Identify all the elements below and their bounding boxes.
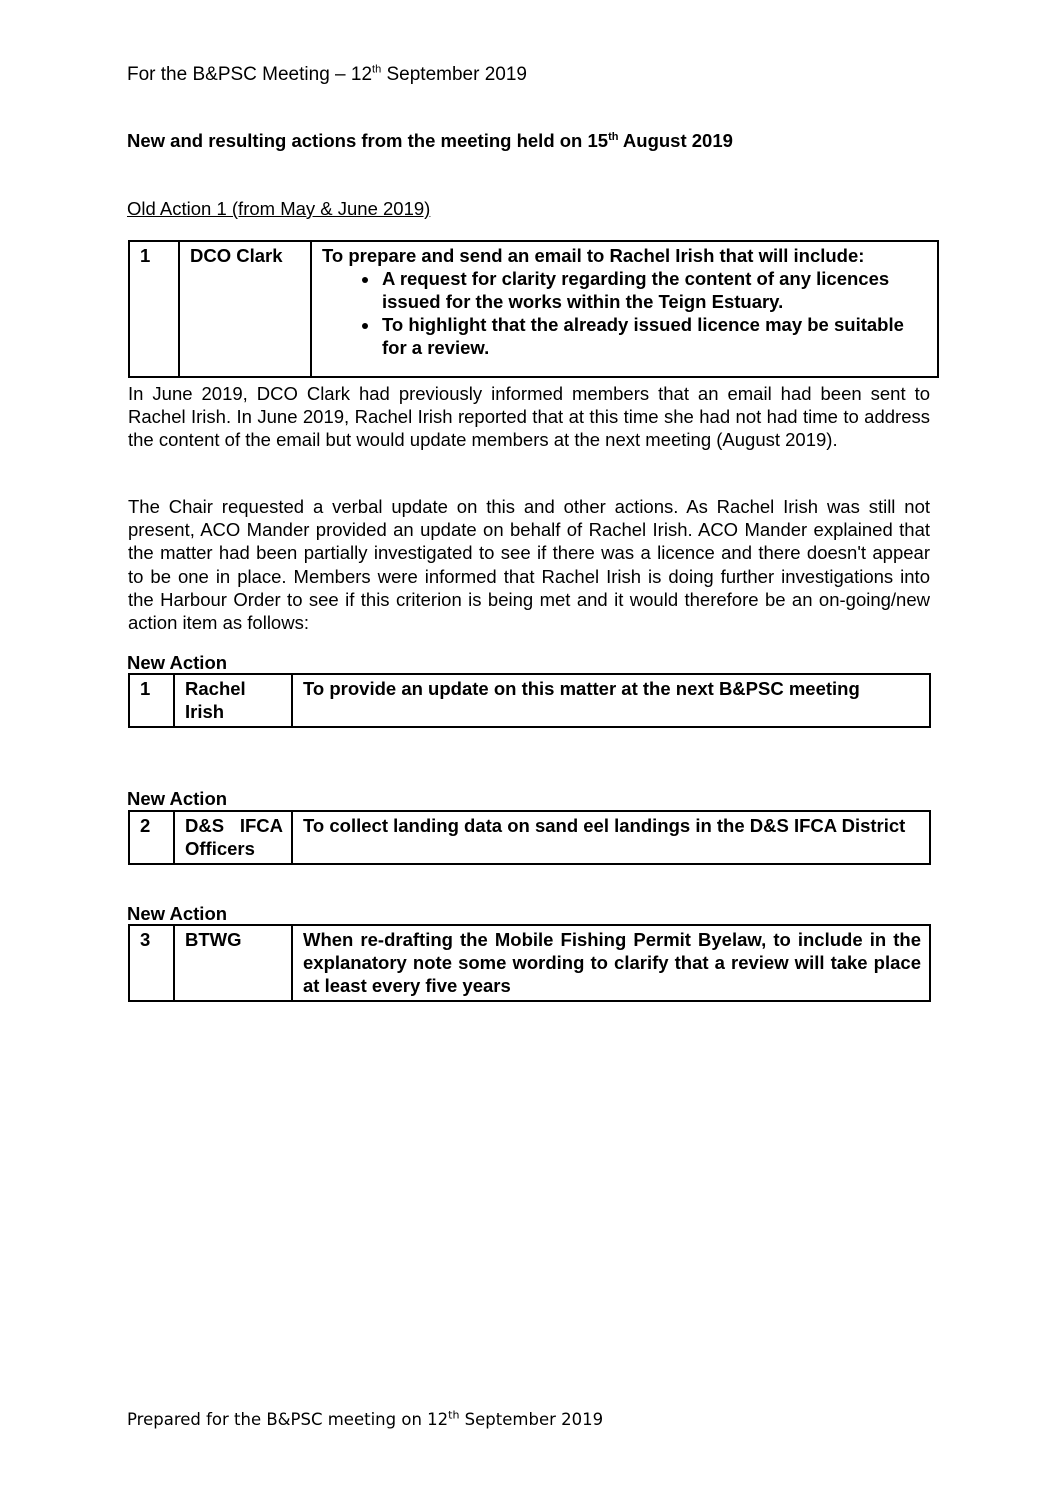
new-action-table [128,673,931,728]
action-owner: BTWG [174,925,292,1001]
action-number: 1 [129,241,179,377]
action-owner: Rachel Irish [174,674,292,727]
bullet-item: • A request for clarity regarding the content of any licences issued for the works within the Teign Estuary. [380,267,929,313]
action-description [311,241,938,377]
action-number: 2 [129,811,174,864]
action-intro: To prepare and send an email to Rachel Irish that will include: [322,245,865,266]
action-description: When re-drafting the Mobile Fishing Permit Byelaw, to include in the explanatory note some wording to clarify that a review will take place at least every five years [292,925,930,1001]
old-action-heading: Old Action 1 (from May & June 2019) [127,198,431,219]
action-bullets [322,267,929,359]
page-footer: Prepared for the B&PSC meeting on 12th September 2019 [127,1408,604,1429]
new-action-table [128,924,931,1002]
action-description: To collect landing data on sand eel landings in the D&S IFCA District [292,811,930,864]
action-owner: D&S IFCA Officers [174,811,292,864]
action-number: 3 [129,925,174,1001]
action-number: 1 [129,674,174,727]
page-header: For the B&PSC Meeting – 12th September 2019 [127,63,527,85]
new-action-heading: New Action [127,652,228,673]
paragraph: The Chair requested a verbal update on this and other actions. As Rachel Irish was still not present, ACO Mander provided an update on behalf of Rachel Irish. ACO Mander explained that the matter had been partially investigated to see if there was a licence and there doesn't appear to be one in place. Members were informed that Rachel Irish is doing further investigations into the Harbour Order to see if this criterion is being met and it would therefore be an on-going/new action item as follows: [128,496,930,634]
action-owner: DCO Clark [179,241,311,377]
old-action-table [128,240,939,378]
bullet-item: • To highlight that the already issued licence may be suitable for a review. [380,313,929,359]
action-description: To provide an update on this matter at the next B&PSC meeting [292,674,930,727]
new-action-table [128,810,931,865]
document-title: New and resulting actions from the meeting held on 15th August 2019 [127,130,733,151]
new-action-heading: New Action [127,788,228,809]
paragraph: In June 2019, DCO Clark had previously informed members that an email had been sent to Rachel Irish. In June 2019, Rachel Irish reported that at this time she had not had time to address the content of the email but would update members at the next meeting (August 2019). [128,383,930,451]
new-action-heading: New Action [127,903,228,924]
